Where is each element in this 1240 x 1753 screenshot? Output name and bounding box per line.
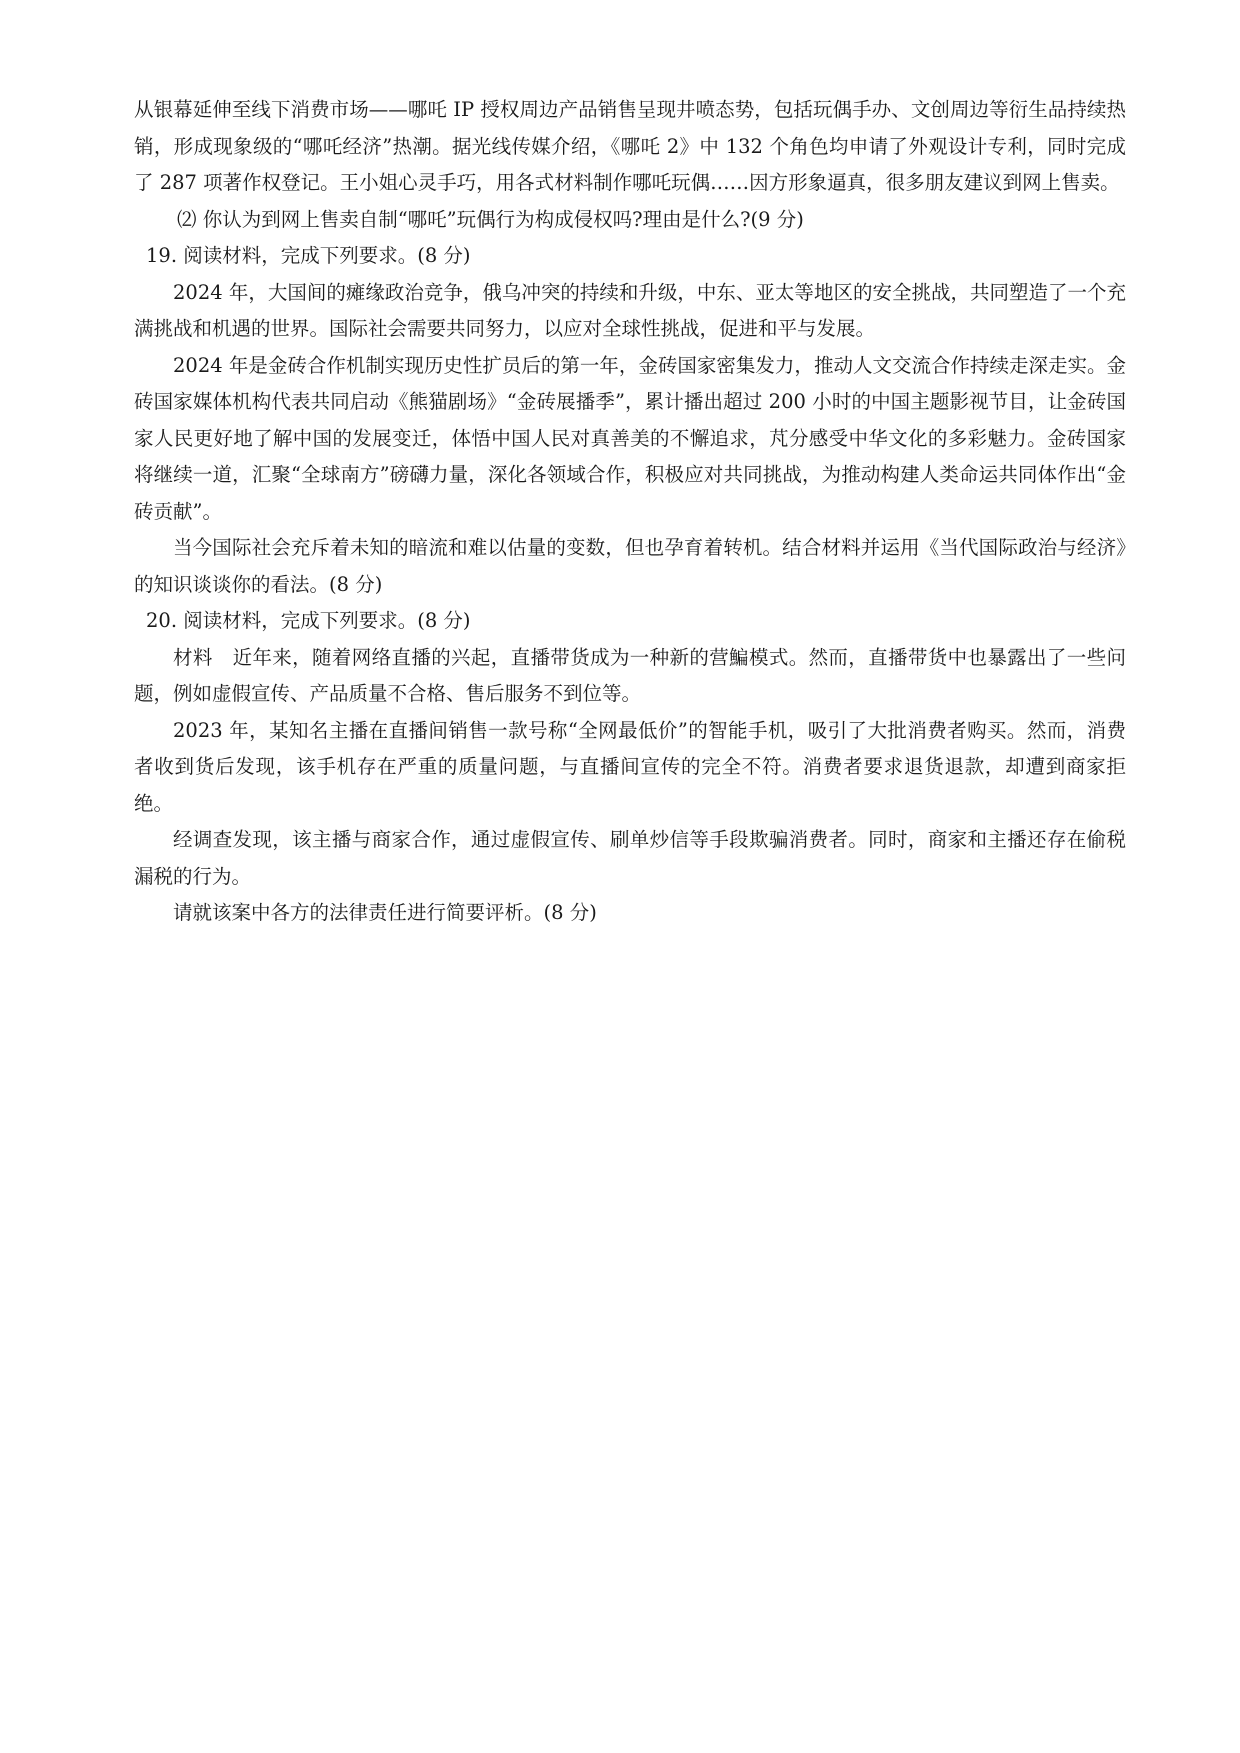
q18-subquestion-2: ⑵ 你认为到网上售卖自制“哪吒”玩偶行为构成侵权吗?理由是什么?(9 分) [177, 207, 804, 231]
q18-material-tail: 从银幕延伸至线下消费市场——哪吒 IP 授权周边产品销售呈现井喷态势，包括玩偶手办、文创周边等衍生品持续热销，形成现象级的“哪吒经济”热潮。据光线传媒介绍，《哪吒 2》中 132 个角色均申请了外观设计专利，同时完成了 287 项著作权登记。王小姐心灵手巧，用各式材料制作哪吒玩偶……因方形象逼真，很多朋友建议到网上售卖。 [134, 98, 1126, 194]
q20-paragraph-4: 请就该案中各方的法律责任进行简要评析。(8 分) [173, 901, 597, 924]
q20-paragraph-3: 经调查发现，该主播与商家合作，通过虚假宣传、刷单炒信等手段欺骗消费者。同时，商家和主播还存在偷税漏税的行为。 [134, 828, 1126, 888]
q20-paragraph-1: 材料 近年来，随着网络直播的兴起，直播带货成为一种新的营鯿模式。然而，直播带货中也暴露出了一些问题，例如虚假宣传、产品质量不合格、售后服务不到位等。 [134, 645, 1126, 705]
q20-heading: 20. 阅读材料，完成下列要求。(8 分) [146, 609, 471, 632]
q19-heading: 19. 阅读材料，完成下列要求。(8 分) [146, 244, 471, 267]
q20-paragraph-2: 2023 年，某知名主播在直播间销售一款号称“全网最低价”的智能手机，吸引了大批消费者购买。然而，消费者收到货后发现，该手机存在严重的质量问题，与直播间宣传的完全不符。消费者要求退货退款，却遭到商家拒绝。 [134, 718, 1126, 815]
q19-paragraph-2: 2024 年是金砖合作机制实现历史性扩员后的第一年，金砖国家密集发力，推动人文交流合作持续走深走实。金砖国家媒体机构代表共同启动《熊猫剧场》“金砖展播季”，累计播出超过 200 小时的中国主题影视节目，让金砖国家人民更好地了解中国的发展变迁，体悟中国人民对真善美的不懈追求，芃分感受中华文化的多彩魅力。金砖国家将继续一道，汇聚“全球南方”磅礴力量，深化各领域合作，积极应对共同挑战，为推动构建人类命运共同体作出“金砖贡献”。 [134, 353, 1126, 523]
q19-paragraph-3: 当今国际社会充斥着未知的暗流和难以估量的变数，但也孕育着转机。结合材料并运用《当代国际政治与经济》的知识谈谈你的看法。(8 分) [134, 536, 1126, 596]
exam-page [134, 92, 1126, 932]
q19-paragraph-1: 2024 年，大国间的瘫缘政治竞争，俄乌冲突的持续和升级，中东、亚太等地区的安全挑战，共同塑造了一个充满挑战和机遇的世界。国际社会需要共同努力，以应对全球性挑战，促进和平与发展。 [134, 280, 1126, 340]
